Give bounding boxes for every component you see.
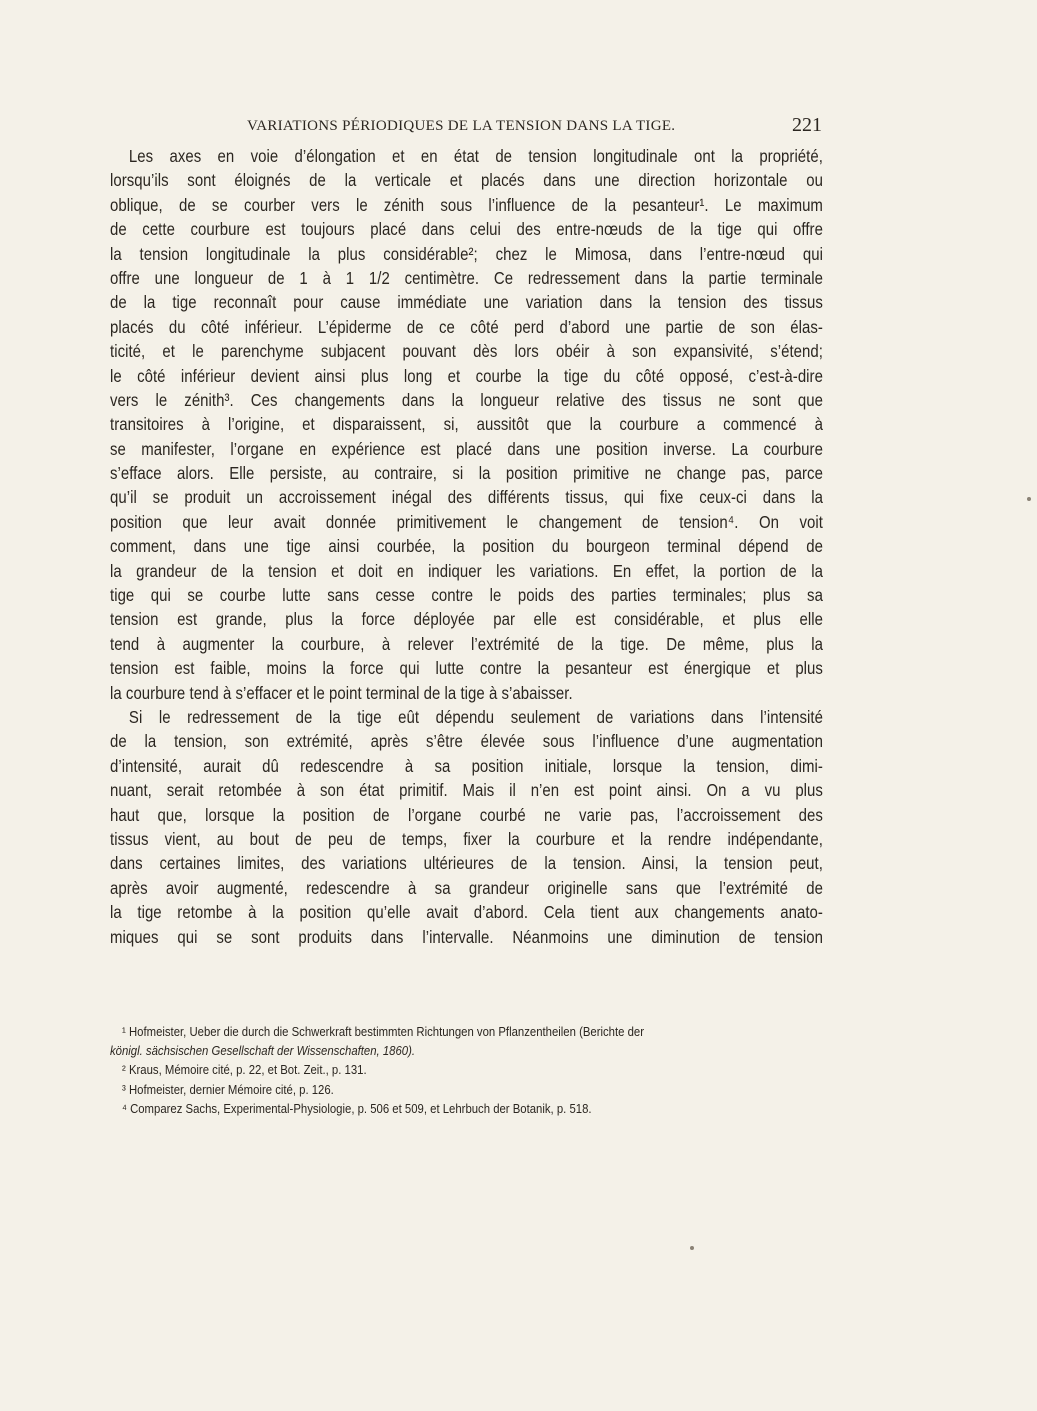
text-line: tend à augmenter la courbure, à relever l’extrémité de la tige. De même, plus la — [110, 633, 823, 654]
text-line: d’intensité, aurait dû redescendre à sa position initiale, lorsque la tension, dimi- — [110, 755, 823, 776]
footnotes — [110, 1022, 823, 1118]
text-line: haut que, lorsque la position de l’organe courbé ne varie pas, l’accroissement des — [110, 804, 823, 825]
text-line: tension est grande, plus la force déployée par elle est considérable, et plus elle — [110, 609, 823, 630]
text-line: dans certaines limites, des variations ultérieures de la tension. Ainsi, la tension peut, — [110, 853, 823, 874]
text-line: lorsqu’ils sont éloignés de la verticale et placés dans une direction horizontale ou — [110, 170, 823, 191]
running-head — [110, 114, 822, 140]
footnote-line: ¹ Hofmeister, Ueber die durch die Schwerkraft bestimmten Richtungen von Pflanzentheilen (Berichte der — [122, 1024, 644, 1039]
text-line: position que leur avait donnée primitivement le changement de tension⁴. On voit — [110, 511, 823, 532]
text-line: Si le redressement de la tige eût dépendu seulement de variations dans l’intensité — [128, 706, 823, 727]
text-line: la tige retombe à la position qu’elle avait d’abord. Cela tient aux changements anato- — [110, 902, 823, 923]
footnote-line: königl. sächsischen Gesellschaft der Wissenschaften, 1860). — [110, 1043, 416, 1059]
text-line: placés du côté inférieur. L’épiderme de ce côté perd d’abord une partie de son élas- — [110, 316, 823, 337]
text-line: de la tige reconnaît pour cause immédiate une variation dans la tension des tissus — [110, 292, 823, 313]
paper-speck — [1027, 497, 1031, 501]
text-line: s’efface alors. Elle persiste, au contraire, si la position primitive ne change pas, parce — [110, 463, 823, 484]
text-line: la grandeur de la tension et doit en indiquer les variations. En effet, la portion de la — [110, 560, 823, 581]
text-line: le côté inférieur devient ainsi plus long et courbe la tige du côté opposé, c’est-à-dire — [110, 365, 823, 386]
text-line: se manifester, l’organe en expérience est placé dans une position inverse. La courbure — [110, 438, 823, 459]
text-line: oblique, de se courber vers le zénith sous l’influence de la pesanteur¹. Le maximum — [110, 194, 823, 215]
footnote-line: ³ Hofmeister, dernier Mémoire cité, p. 126. — [122, 1081, 334, 1097]
text-line: Les axes en voie d’élongation et en état de tension longitudinale ont la propriété, — [128, 146, 823, 166]
text-line: de la tension, son extrémité, après s’être élevée sous l’influence d’une augmentation — [110, 731, 823, 752]
text-line: nuant, serait retombée à son état primitif. Mais il n’en est point ainsi. On a vu plus — [110, 780, 823, 801]
text-line: de cette courbure est toujours placé dans celui des entre-nœuds de la tige qui offre — [110, 219, 823, 240]
footnote-line: ⁴ Comparez Sachs, Experimental-Physiologie, p. 506 et 509, et Lehrbuch der Botanik, p. 518. — [122, 1100, 592, 1116]
paper-speck — [690, 1246, 694, 1250]
text-line: offre une longueur de 1 à 1 1/2 centimètre. Ce redressement dans la partie terminale — [110, 267, 823, 288]
text-line: vers le zénith³. Ces changements dans la longueur relative des tissus ne sont que — [110, 389, 823, 410]
text-line: miques qui se sont produits dans l’intervalle. Néanmoins une diminution de tension — [110, 926, 823, 947]
running-title: VARIATIONS PÉRIODIQUES DE LA TENSION DANS LA TIGE. — [247, 118, 676, 134]
text-line: tissus vient, au bout de peu de temps, fixer la courbure et la rendre indépendante, — [110, 828, 823, 849]
text-line: tension est faible, moins la force qui lutte contre la pesanteur est énergique et plus — [110, 658, 823, 679]
text-line: qu’il se produit un accroissement inégal des différents tissus, qui fixe ceux-ci dans la — [110, 487, 823, 508]
text-line: transitoires à l’origine, et disparaissent, si, aussitôt que la courbure a commencé à — [110, 414, 823, 435]
footnote-line: ² Kraus, Mémoire cité, p. 22, et Bot. Zeit., p. 131. — [122, 1062, 367, 1078]
text-line: comment, dans une tige ainsi courbée, la position du bourgeon terminal dépend de — [110, 536, 823, 557]
text-line: la tension longitudinale la plus considérable²; chez le Mimosa, dans l’entre-nœud qui — [110, 243, 823, 264]
body-text — [110, 144, 823, 949]
text-line: la courbure tend à s’effacer et le point terminal de la tige à s’abaisser. — [110, 682, 573, 703]
text-line: après avoir augmenté, redescendre à sa grandeur originelle sans que l’extrémité de — [110, 877, 823, 898]
page-number: 221 — [792, 114, 822, 136]
text-line: tige qui se courbe lutte sans cesse contre le poids des parties terminales; plus sa — [110, 585, 823, 606]
text-line: ticité, et le parenchyme subjacent pouvant dès lors obéir à son expansivité, s’étend; — [110, 341, 823, 362]
